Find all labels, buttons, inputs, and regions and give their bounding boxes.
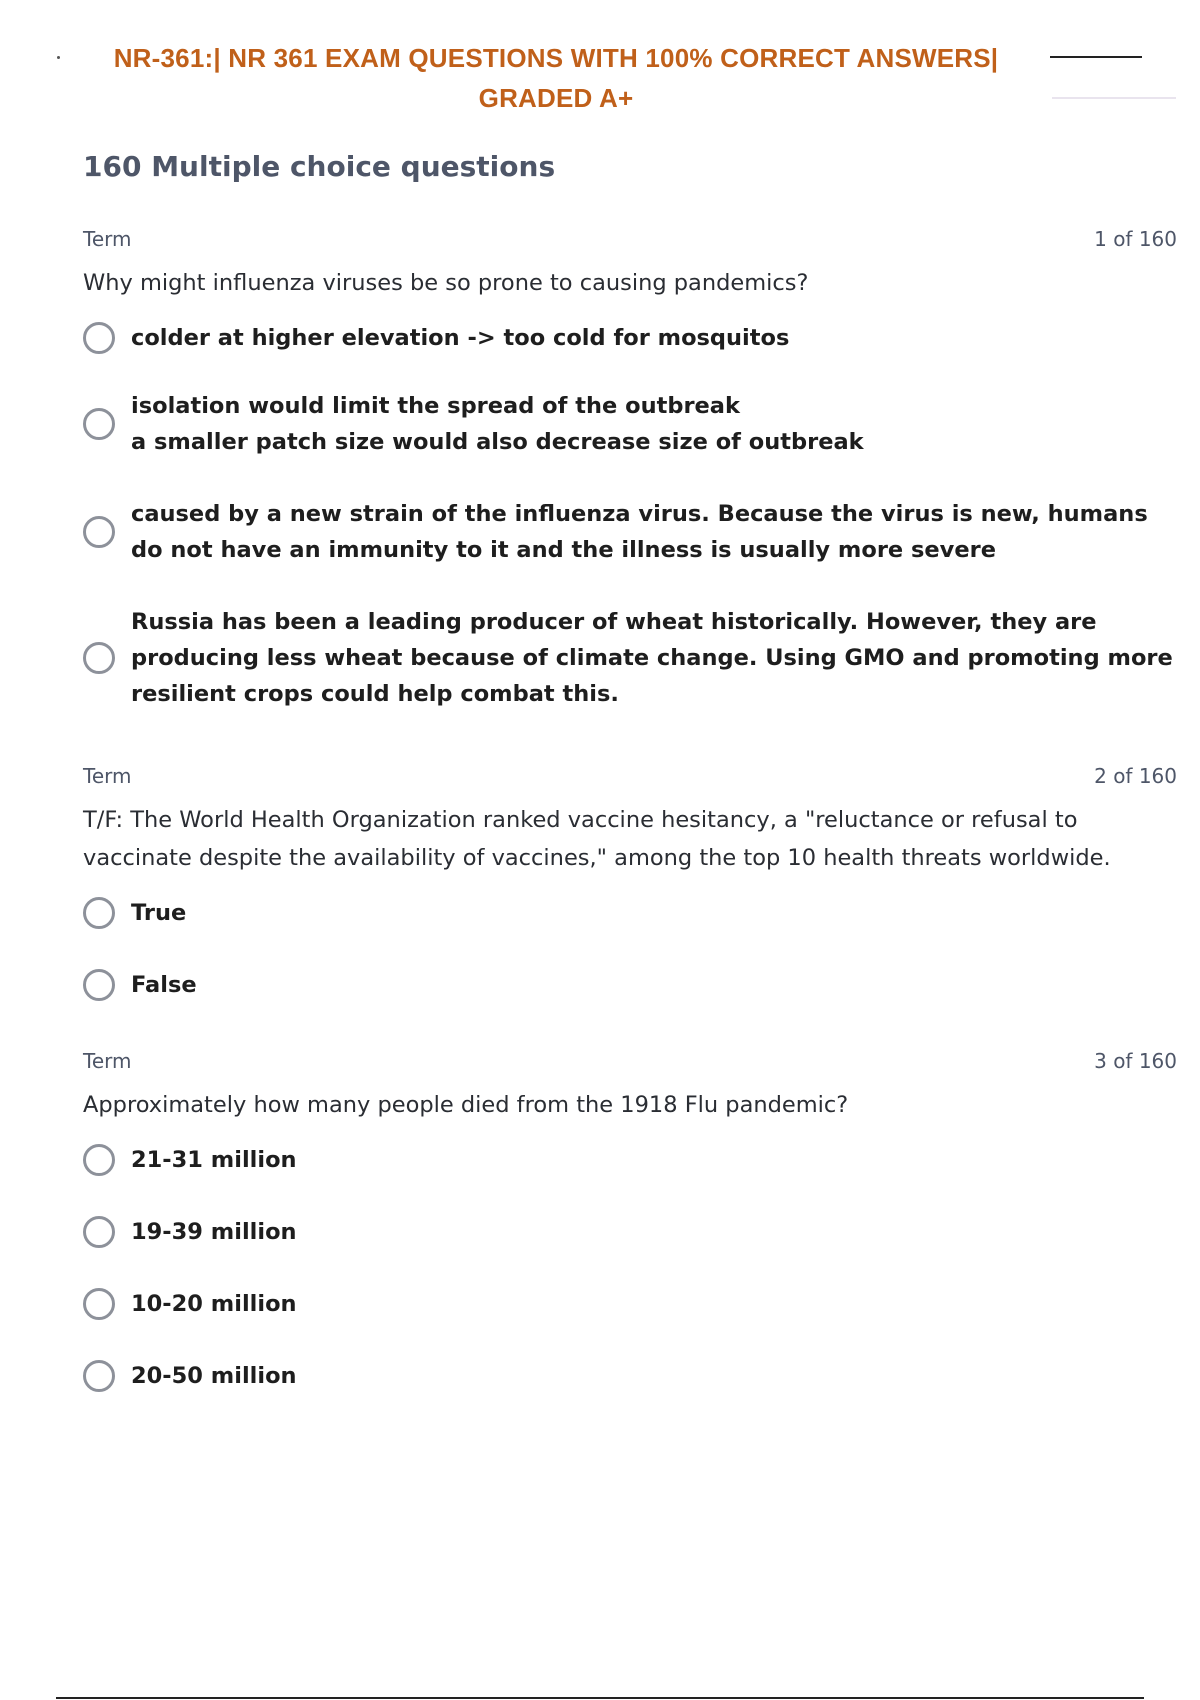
answer-option[interactable] — [83, 967, 1177, 1003]
term-row — [83, 227, 1177, 257]
radio-button-icon[interactable] — [83, 1288, 115, 1320]
answer-option-label: 21-31 million — [131, 1147, 297, 1173]
answer-option-label: 19-39 million — [131, 1219, 297, 1245]
term-label: Term — [83, 1049, 132, 1073]
question-counter: 3 of 160 — [1094, 1049, 1177, 1073]
term-row — [83, 764, 1177, 794]
answer-option[interactable] — [83, 895, 1177, 931]
answer-option-label: isolation would limit the spread of the outbreak a smaller patch size would also decrease size of outbreak — [131, 393, 864, 455]
radio-button-icon[interactable] — [83, 897, 115, 929]
question-block-2 — [83, 764, 1177, 1003]
answer-option[interactable] — [83, 388, 1177, 460]
answer-option[interactable] — [83, 496, 1177, 568]
page-heading: 160 Multiple choice questions — [83, 150, 556, 183]
answer-option-label: caused by a new strain of the influenza virus. Because the virus is new, humans do not have an immunity to it and the illness is usually more severe — [131, 501, 1148, 563]
term-row — [83, 1049, 1177, 1079]
answer-option-label: True — [131, 900, 187, 926]
answer-option[interactable] — [83, 320, 1177, 356]
question-counter: 1 of 160 — [1094, 227, 1177, 251]
header-rule — [1050, 56, 1142, 58]
answer-option[interactable] — [83, 1142, 1177, 1178]
radio-button-icon[interactable] — [83, 1216, 115, 1248]
header-title-line1: NR-361:| NR 361 EXAM QUESTIONS WITH 100% CORRECT ANSWERS| — [113, 43, 999, 73]
answer-option-label: Russia has been a leading producer of wheat historically. However, they are producing less wheat because of climate change. Using GMO and promoting more resilient crops could help combat this. — [131, 609, 1173, 707]
answer-option[interactable] — [83, 604, 1177, 712]
question-block-3 — [83, 1049, 1177, 1394]
answer-option-label: 10-20 million — [131, 1291, 297, 1317]
answer-option[interactable] — [83, 1214, 1177, 1250]
answer-option-label: False — [131, 972, 197, 998]
radio-button-icon[interactable] — [83, 408, 115, 440]
radio-button-icon[interactable] — [83, 1144, 115, 1176]
answer-option-label: colder at higher elevation -> too cold for mosquitos — [131, 325, 790, 351]
header-rule-faint — [1052, 97, 1176, 99]
header-title-line2: GRADED A+ — [478, 83, 634, 113]
question-text: Why might influenza viruses be so prone to causing pandemics? — [83, 270, 809, 296]
answer-option[interactable] — [83, 1286, 1177, 1322]
radio-button-icon[interactable] — [83, 642, 115, 674]
question-text: T/F: The World Health Organization ranked vaccine hesitancy, a "reluctance or refusal to vaccinate despite the availability of vaccines," among the top 10 health threats worldwide. — [83, 807, 1111, 871]
answer-option[interactable] — [83, 1358, 1177, 1394]
question-counter: 2 of 160 — [1094, 764, 1177, 788]
term-label: Term — [83, 227, 132, 251]
radio-button-icon[interactable] — [83, 1360, 115, 1392]
footer-rule — [56, 1697, 1144, 1699]
question-block-1 — [83, 227, 1177, 712]
radio-button-icon[interactable] — [83, 969, 115, 1001]
radio-button-icon[interactable] — [83, 322, 115, 354]
radio-button-icon[interactable] — [83, 516, 115, 548]
answer-option-label: 20-50 million — [131, 1363, 297, 1389]
question-text: Approximately how many people died from the 1918 Flu pandemic? — [83, 1092, 849, 1118]
document-header — [56, 38, 1056, 118]
term-label: Term — [83, 764, 132, 788]
